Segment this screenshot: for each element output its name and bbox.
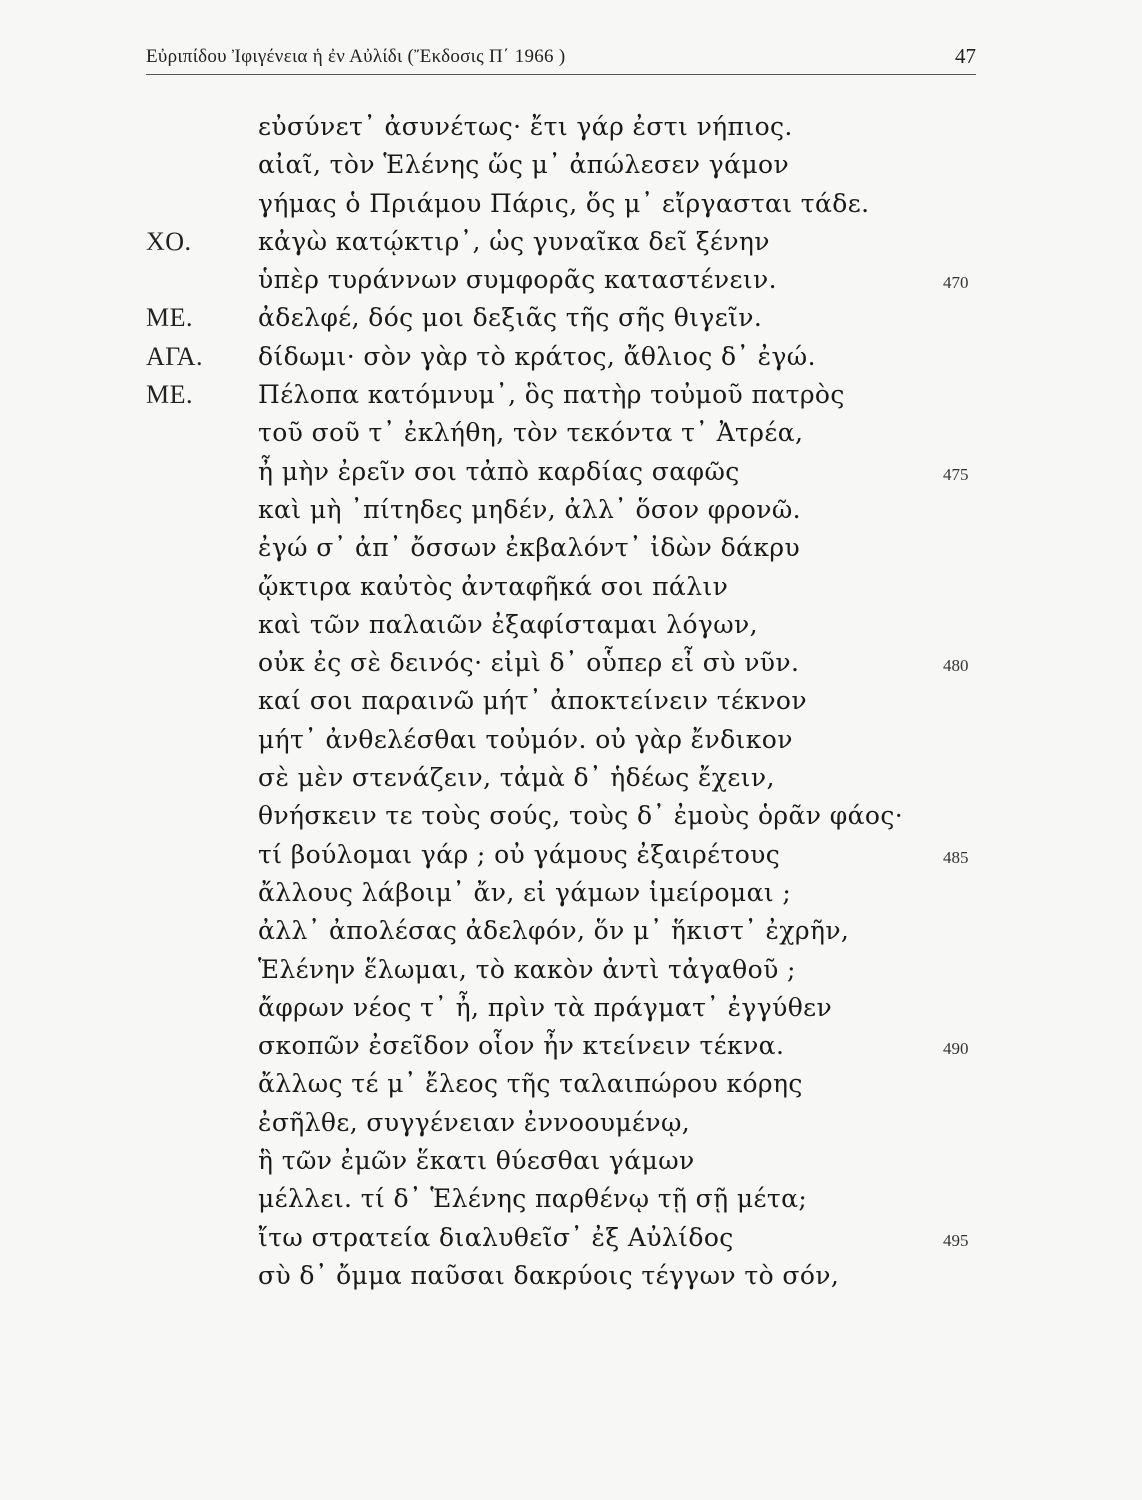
verse-line bbox=[0, 1180, 1142, 1218]
verse-text: καί σοι παραινῶ μήτ᾽ ἀποκτείνειν τέκνον bbox=[258, 686, 807, 716]
line-number: 480 bbox=[943, 656, 969, 676]
verse-line bbox=[0, 797, 1142, 835]
verse-line bbox=[0, 989, 1142, 1027]
verse-line bbox=[0, 836, 1142, 874]
verse-text: κἀγὼ κατῴκτιρ᾽, ὡς γυναῖκα δεῖ ξένην bbox=[258, 226, 770, 256]
verse-text: τοῦ σοῦ τ᾽ ἐκλήθη, τὸν τεκόντα τ᾽ Ἀτρέα, bbox=[258, 418, 804, 448]
verse-line bbox=[0, 146, 1142, 184]
verse-line bbox=[0, 568, 1142, 606]
verse-block bbox=[0, 108, 1142, 1295]
verse-text: Ἑλένην ἕλωμαι, τὸ κακὸν ἀντὶ τἀγαθοῦ ; bbox=[258, 954, 796, 984]
verse-text: σὲ μὲν στενάζειν, τἀμὰ δ᾽ ἡδέως ἔχειν, bbox=[258, 763, 775, 793]
verse-line bbox=[0, 261, 1142, 299]
verse-text: ἀλλ᾽ ἀπολέσας ἀδελφόν, ὅν μ᾽ ἥκιστ᾽ ἐχρῆν, bbox=[258, 916, 850, 946]
verse-line bbox=[0, 529, 1142, 567]
line-number: 485 bbox=[943, 847, 969, 867]
verse-text: ἴτω στρατεία διαλυθεῖσ᾽ ἐξ Αὐλίδος bbox=[258, 1222, 734, 1252]
line-number: 495 bbox=[943, 1230, 969, 1250]
verse-text: σὺ δ᾽ ὄμμα παῦσαι δακρύοις τέγγων τὸ σόν, bbox=[258, 1260, 840, 1290]
verse-text: σκοπῶν ἐσεῖδον οἷον ἦν κτείνειν τέκνα. bbox=[258, 1031, 785, 1061]
verse-line bbox=[0, 1257, 1142, 1295]
verse-line bbox=[0, 951, 1142, 989]
verse-text: μήτ᾽ ἀνθελέσθαι τοὐμόν. οὐ γὰρ ἔνδικον bbox=[258, 724, 793, 754]
verse-text: μέλλει. τί δ᾽ Ἑλένης παρθένῳ τῇ σῇ μέτα; bbox=[258, 1184, 808, 1214]
page-number: 47 bbox=[955, 44, 976, 68]
verse-line bbox=[0, 1142, 1142, 1180]
verse-line bbox=[0, 874, 1142, 912]
verse-text: θνήσκειν τε τοὺς σούς, τοὺς δ᾽ ἐμοὺς ὁρᾶν φάος· bbox=[258, 801, 904, 831]
verse-line bbox=[0, 644, 1142, 682]
verse-text: αἰαῖ, τὸν Ἑλένης ὥς μ᾽ ἀπώλεσεν γάμον bbox=[258, 150, 790, 180]
verse-text: καὶ μὴ ᾽πίτηδες μηδέν, ἀλλ᾽ ὅσον φρονῶ. bbox=[258, 494, 801, 524]
verse-text: εὐσύνετ᾽ ἀσυνέτως· ἔτι γάρ ἐστι νήπιος. bbox=[258, 112, 793, 141]
verse-line bbox=[0, 606, 1142, 644]
verse-text: ἣ τῶν ἐμῶν ἕκατι θύεσθαι γάμων bbox=[258, 1146, 695, 1176]
verse-text: ὑπὲρ τυράννων συμφορᾶς καταστένειν. bbox=[258, 265, 777, 295]
running-header bbox=[146, 44, 976, 75]
verse-line bbox=[0, 453, 1142, 491]
verse-line bbox=[0, 1104, 1142, 1142]
speaker-label: ΜΕ. bbox=[146, 303, 193, 333]
verse-line bbox=[0, 108, 1142, 146]
line-number: 475 bbox=[943, 464, 969, 484]
verse-text: ἐγώ σ᾽ ἀπ᾽ ὄσσων ἐκβαλόντ᾽ ἰδὼν δάκρυ bbox=[258, 533, 801, 563]
verse-line bbox=[0, 414, 1142, 452]
verse-text: ᾤκτιρα καὐτὸς ἀνταφῆκά σοι πάλιν bbox=[258, 571, 729, 601]
verse-text: ἐσῆλθε, συγγένειαν ἐννοουμένῳ, bbox=[258, 1107, 691, 1137]
verse-line bbox=[0, 759, 1142, 797]
verse-line bbox=[0, 682, 1142, 720]
header-title: Εὐριπίδου Ἰφιγένεια ἡ ἐν Αὐλίδι (Ἔκδοσις Π΄ 1966 ) bbox=[146, 46, 566, 67]
speaker-label: ΜΕ. bbox=[146, 380, 193, 410]
speaker-label: ΧΟ. bbox=[146, 226, 192, 256]
verse-line bbox=[0, 1219, 1142, 1257]
verse-text: ἄφρων νέος τ᾽ ἦ, πρὶν τὰ πράγματ᾽ ἐγγύθεν bbox=[258, 992, 833, 1022]
speaker-label: ΑΓΑ. bbox=[146, 341, 204, 371]
verse-line bbox=[0, 912, 1142, 950]
verse-line bbox=[0, 223, 1142, 261]
verse-text: Πέλοπα κατόμνυμ᾽, ὃς πατὴρ τοὐμοῦ πατρὸς bbox=[258, 380, 845, 410]
verse-line bbox=[0, 491, 1142, 529]
verse-text: καὶ τῶν παλαιῶν ἐξαφίσταμαι λόγων, bbox=[258, 609, 758, 639]
verse-text: ἦ μὴν ἐρεῖν σοι τἀπὸ καρδίας σαφῶς bbox=[258, 456, 740, 486]
verse-text: γήμας ὁ Πριάμου Πάρις, ὅς μ᾽ εἴργασται τάδε. bbox=[258, 188, 870, 218]
verse-text: δίδωμι· σὸν γὰρ τὸ κράτος, ἄθλιος δ᾽ ἐγώ. bbox=[258, 341, 816, 371]
verse-text: οὐκ ἐς σὲ δεινός· εἰμὶ δ᾽ οὗπερ εἶ σὺ νῦν. bbox=[258, 648, 800, 678]
line-number: 490 bbox=[943, 1039, 969, 1059]
verse-text: τί βούλομαι γάρ ; οὐ γάμους ἐξαιρέτους bbox=[258, 839, 781, 869]
verse-line bbox=[0, 721, 1142, 759]
verse-line bbox=[0, 299, 1142, 337]
line-number: 470 bbox=[943, 273, 969, 293]
verse-line bbox=[0, 376, 1142, 414]
verse-text: ἄλλους λάβοιμ᾽ ἄν, εἰ γάμων ἱμείρομαι ; bbox=[258, 877, 792, 907]
verse-text: ἀδελφέ, δός μοι δεξιᾶς τῆς σῆς θιγεῖν. bbox=[258, 303, 763, 333]
verse-line bbox=[0, 1065, 1142, 1103]
verse-text: ἄλλως τέ μ᾽ ἔλεος τῆς ταλαιπώρου κόρης bbox=[258, 1069, 803, 1099]
verse-line bbox=[0, 185, 1142, 223]
verse-line bbox=[0, 1027, 1142, 1065]
verse-line bbox=[0, 338, 1142, 376]
